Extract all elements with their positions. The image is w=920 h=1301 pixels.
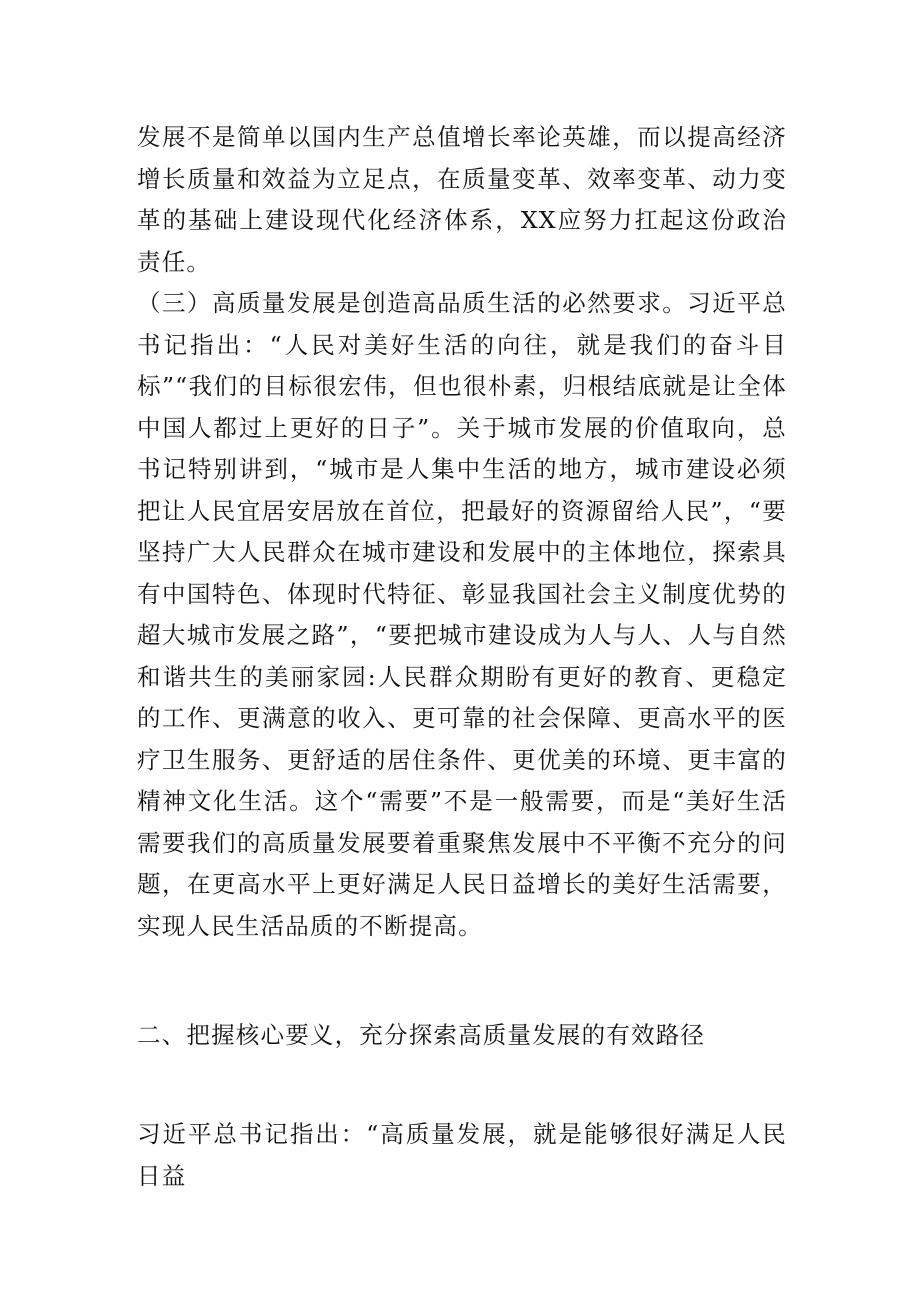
body-paragraph-closing: 习近平总书记指出：“高质量发展，就是能够很好满足人民日益 <box>137 1120 787 1190</box>
body-paragraph-economy: 发展不是简单以国内生产总值增长率论英雄，而以提高经济增长质量和效益为立足点，在质量变革、效率变革、动力变革的基础上建设现代化经济体系，XX应努力扛起这份政治责任。 <box>137 123 787 276</box>
body-paragraph-quality-life: （三）高质量发展是创造高品质生活的必然要求。习近平总书记指出：“人民对美好生活的向往，就是我们的奋斗目标”“我们的目标很宏伟，但也很朴素，归根结底就是让全体中国人都过上更好的日子”。关于城市发展的价值取向，总书记特别讲到，“城市是人集中生活的地方，城市建设必须把让人民宜居安居放在首位，把最好的资源留给人民”，“要坚持广大人民群众在城市建设和发展中的主体地位，探索具有中国特色、体现时代特征、彰显我国社会主义制度优势的超大城市发展之路”，“要把城市建设成为人与人、人与自然和谐共生的美丽家园:人民群众期盼有更好的教育、更稳定的工作、更满意的收入、更可靠的社会保障、更高水平的医疗卫生服务、更舒适的居住条件、更优美的环境、更丰富的精神文化生活。这个“需要”不是一般需要，而是“美好生活需要我们的高质量发展要着重聚焦发展中不平衡不充分的问题，在更高水平上更好满足人民日益增长的美好生活需要，实现人民生活品质的不断提高。 <box>137 289 787 940</box>
section-heading: 二、把握核心要义，充分探索高质量发展的有效路径 <box>137 1021 706 1049</box>
